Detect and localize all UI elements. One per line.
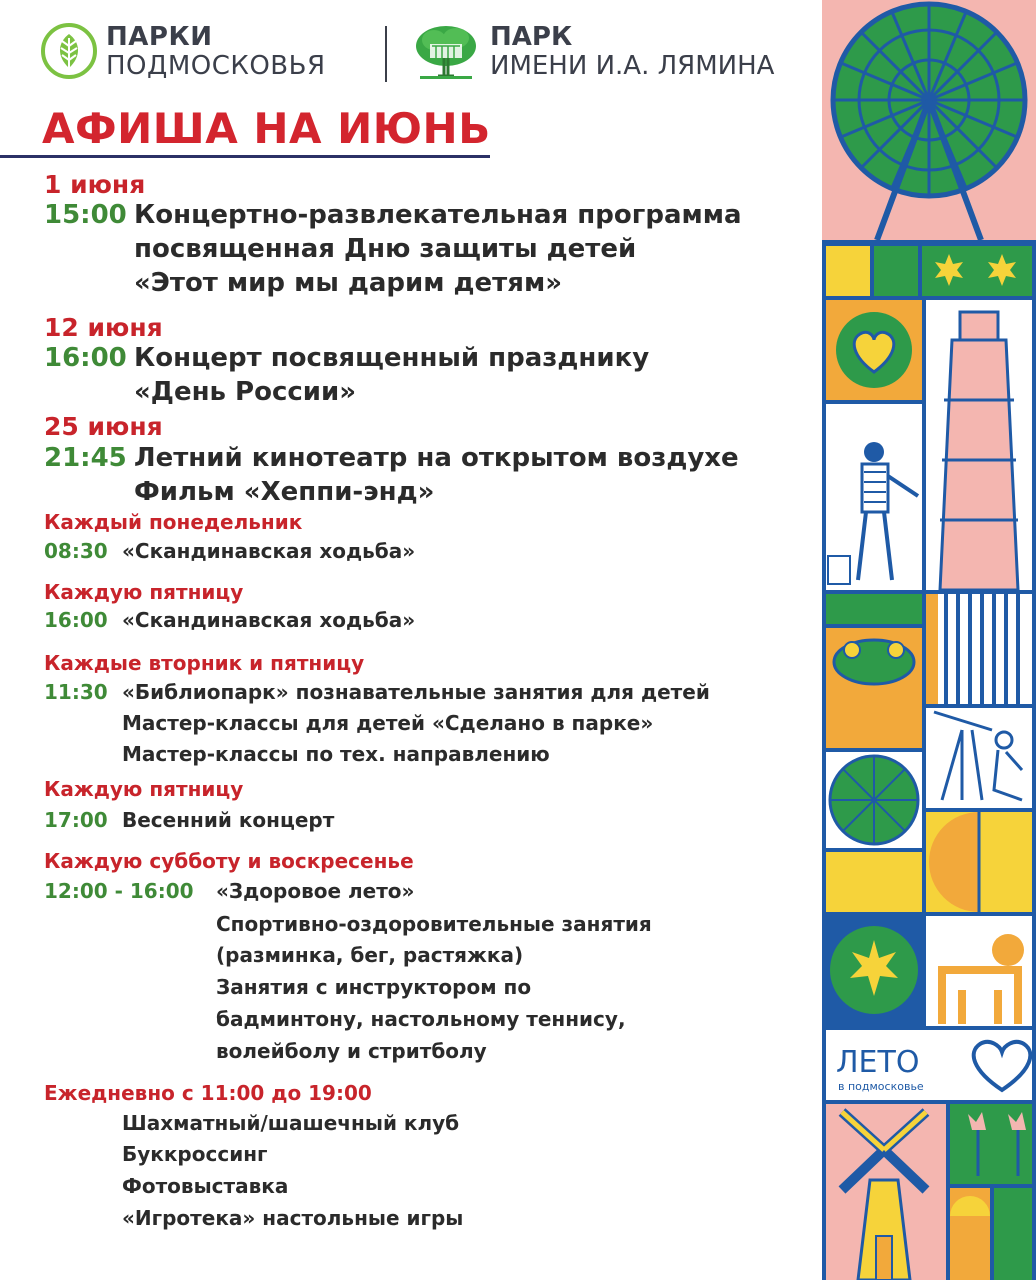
recurring-heading: Каждый понедельник (44, 510, 303, 534)
recurring-line: волейболу и стритболу (216, 1039, 487, 1063)
strip-badge-word: ЛЕТО (836, 1045, 920, 1080)
recurring-time: 12:00 - 16:00 (44, 879, 194, 903)
recurring-heading: Каждую пятницу (44, 580, 244, 604)
event-line: Концертно-развлекательная программа (134, 200, 742, 230)
event-time: 16:00 (44, 343, 127, 373)
event-time: 21:45 (44, 443, 127, 473)
brand-parks-line1: ПАРКИ (106, 22, 213, 52)
recurring-line: бадминтону, настольному теннису, (216, 1007, 626, 1031)
leaf-logo-icon (40, 22, 98, 80)
recurring-line: Мастер-классы по тех. направлению (122, 742, 550, 766)
brand-parks-line2: ПОДМОСКОВЬЯ (106, 51, 326, 81)
event-line: Летний кинотеатр на открытом воздухе (134, 443, 739, 473)
recurring-time: 08:30 (44, 539, 108, 563)
recurring-heading: Ежедневно с 11:00 до 19:00 (44, 1081, 372, 1105)
recurring-line: Спортивно-оздоровительные занятия (216, 912, 652, 936)
event-line: Концерт посвященный празднику (134, 343, 650, 373)
event-line: «День России» (134, 377, 357, 407)
recurring-time: 11:30 (44, 680, 108, 704)
recurring-line: Фотовыставка (122, 1174, 289, 1198)
recurring-line: «Игротека» настольные игры (122, 1206, 464, 1230)
event-line: Фильм «Хеппи-энд» (134, 477, 435, 507)
recurring-line: «Здоровое лето» (216, 879, 415, 903)
decorative-strip (822, 0, 1036, 1280)
recurring-line: Буккроссинг (122, 1142, 268, 1166)
event-date: 1 июня (44, 170, 146, 199)
recurring-line: Занятия с инструктором по (216, 975, 532, 999)
tree-logo-icon (412, 22, 480, 82)
event-line: посвященная Дню защиты детей (134, 234, 637, 264)
title-underline (0, 155, 490, 158)
event-date: 25 июня (44, 412, 163, 441)
recurring-line: (разминка, бег, растяжка) (216, 943, 524, 967)
event-line: «Этот мир мы дарим детям» (134, 268, 562, 298)
header-divider (385, 26, 387, 82)
brand-park-line2: ИМЕНИ И.А. ЛЯМИНА (490, 51, 775, 81)
recurring-line: «Библиопарк» познавательные занятия для детей (122, 680, 710, 704)
recurring-time: 17:00 (44, 808, 108, 832)
strip-badge-sub: в подмосковье (838, 1080, 924, 1093)
recurring-line: Мастер-классы для детей «Сделано в парке» (122, 711, 654, 735)
recurring-time: 16:00 (44, 608, 108, 632)
recurring-line: Весенний концерт (122, 808, 335, 832)
strip-illustration (822, 0, 1036, 1280)
lighthouse-icon (926, 300, 1032, 590)
recurring-line: «Скандинавская ходьба» (122, 539, 416, 563)
recurring-heading: Каждую субботу и воскресенье (44, 849, 414, 873)
recurring-line: «Скандинавская ходьба» (122, 608, 416, 632)
brand-park-line1: ПАРК (490, 22, 573, 52)
recurring-line: Шахматный/шашечный клуб (122, 1111, 460, 1135)
event-date: 12 июня (44, 313, 163, 342)
page-title: АФИША НА ИЮНЬ (42, 104, 491, 153)
ferris-wheel-icon (822, 0, 1036, 240)
event-time: 15:00 (44, 200, 127, 230)
recurring-heading: Каждую пятницу (44, 777, 244, 801)
recurring-heading: Каждые вторник и пятницу (44, 651, 365, 675)
